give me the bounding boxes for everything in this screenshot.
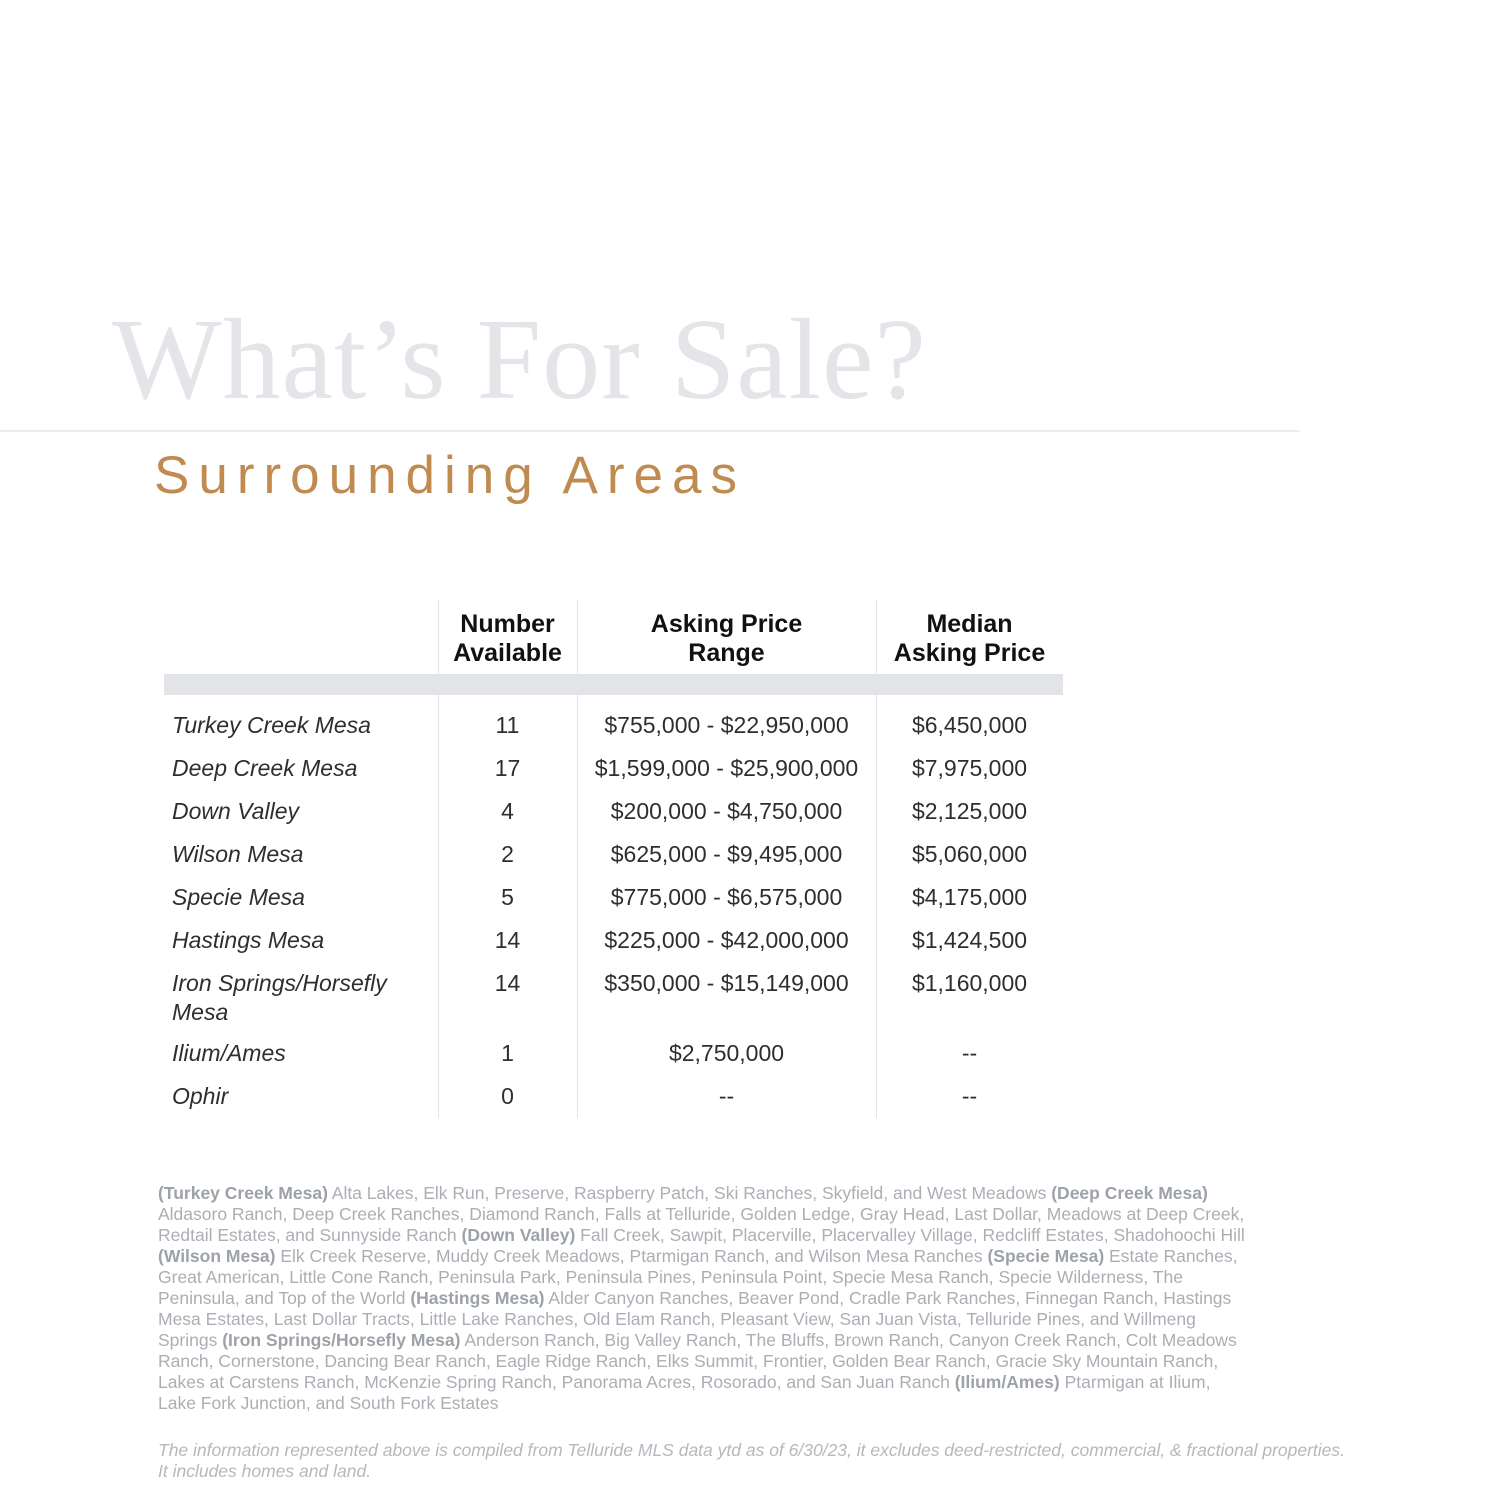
area-name: Ilium/Ames	[172, 1040, 286, 1066]
area-name: Down Valley	[172, 798, 299, 824]
area-name: Wilson Mesa	[172, 841, 304, 867]
asking-price-range: $625,000 - $9,495,000	[610, 841, 843, 867]
legend-area-label: (Down Valley)	[461, 1225, 576, 1245]
legend-area-label: (Turkey Creek Mesa)	[158, 1183, 328, 1203]
mls-disclaimer: The information represented above is compiled from Telluride MLS data ytd as of 6/30/23, it excludes deed-restricted, commercial, & fractional properties. It includes homes and land.	[158, 1440, 1346, 1481]
header-line: Asking Price	[650, 610, 803, 638]
table-row	[164, 919, 1063, 962]
page-title: What’s For Sale?	[112, 296, 927, 424]
asking-price-range: --	[718, 1083, 735, 1109]
legend-text: Alder Canyon Ranches, Beaver Pond, Cradle Park Ranches, Finnegan Ranch, Hastings Mesa Estates, Last Dollar Tracts, Little Lake Ranches, Old Elam Ranch, Pleasant View, San Juan Vista, Telluride Pines, and Willmeng Springs	[158, 1288, 1232, 1350]
number-available: 2	[501, 841, 514, 867]
surrounding-areas-table	[164, 600, 1063, 1118]
table-row	[164, 876, 1063, 919]
median-asking-price: $4,175,000	[911, 884, 1028, 910]
area-name: Ophir	[172, 1083, 229, 1109]
legend-area-label: (Ilium/Ames)	[954, 1372, 1060, 1392]
median-asking-price: $1,424,500	[911, 927, 1028, 953]
table-row	[164, 704, 1063, 747]
column-header-median-asking-price	[876, 610, 1063, 674]
asking-price-range: $225,000 - $42,000,000	[604, 927, 849, 953]
header-line: Median	[926, 610, 1013, 638]
number-available: 11	[495, 712, 520, 738]
table-row	[164, 962, 1063, 1032]
number-available: 5	[501, 884, 514, 910]
area-name: Iron Springs/Horsefly Mesa	[172, 970, 387, 1025]
number-available: 1	[501, 1040, 514, 1066]
legend-text: Aldasoro Ranch, Deep Creek Ranches, Diamond Ranch, Falls at Telluride, Golden Ledge, Gray Head, Last Dollar, Meadows at Deep Creek, Redtail Estates, and Sunnyside Ranch	[158, 1204, 1245, 1245]
legend-text: Ptarmigan at Ilium, Lake Fork Junction, and South Fork Estates	[158, 1372, 1211, 1413]
asking-price-range: $1,599,000 - $25,900,000	[594, 755, 859, 781]
number-available: 14	[494, 970, 521, 996]
median-asking-price: --	[961, 1083, 978, 1109]
area-name: Turkey Creek Mesa	[172, 712, 371, 738]
column-header-number-available	[438, 610, 577, 674]
table-row	[164, 833, 1063, 876]
median-asking-price: $2,125,000	[911, 798, 1028, 824]
median-asking-price: $7,975,000	[911, 755, 1028, 781]
asking-price-range: $350,000 - $15,149,000	[604, 970, 849, 996]
table-column-divider	[876, 600, 877, 1118]
area-legend-paragraph	[158, 1183, 1246, 1414]
legend-text: Fall Creek, Sawpit, Placerville, Placervalley Village, Redcliff Estates, Shadohoochi Hill	[575, 1225, 1245, 1245]
median-asking-price: $1,160,000	[911, 970, 1028, 996]
header-line: Asking Price	[893, 639, 1046, 667]
number-available: 17	[494, 755, 521, 781]
median-asking-price: --	[961, 1040, 978, 1066]
area-name: Hastings Mesa	[172, 927, 325, 953]
legend-area-label: (Iron Springs/Horsefly Mesa)	[222, 1330, 461, 1350]
table-row	[164, 1032, 1063, 1075]
asking-price-range: $2,750,000	[668, 1040, 785, 1066]
legend-area-label: (Deep Creek Mesa)	[1051, 1183, 1208, 1203]
table-header-band	[164, 674, 1063, 695]
table-row	[164, 747, 1063, 790]
section-subtitle: Surrounding Areas	[154, 446, 747, 505]
table-header-row	[164, 600, 1063, 674]
asking-price-range: $755,000 - $22,950,000	[604, 712, 849, 738]
number-available: 4	[501, 798, 514, 824]
legend-text: Alta Lakes, Elk Run, Preserve, Raspberry Patch, Ski Ranches, Skyfield, and West Meadows	[327, 1183, 1052, 1203]
asking-price-range: $775,000 - $6,575,000	[610, 884, 843, 910]
header-line: Range	[688, 639, 765, 667]
column-header-asking-price-range	[577, 610, 876, 674]
table-body	[164, 704, 1063, 1118]
header-divider-line	[0, 430, 1300, 432]
table-column-divider	[577, 600, 578, 1118]
legend-area-label: (Wilson Mesa)	[158, 1246, 276, 1266]
legend-text: Anderson Ranch, Big Valley Ranch, The Bluffs, Brown Ranch, Canyon Creek Ranch, Colt Meadows Ranch, Cornerstone, Dancing Bear Ranch, Eagle Ridge Ranch, Elks Summit, Frontier, Golden Bear Ranch, Gracie Sky Mountain Ranch, Lakes at Carstens Ranch, McKenzie Spring Ranch, Panorama Acres, Rosorado, and San Juan Ranch	[158, 1330, 1237, 1392]
median-asking-price: $6,450,000	[911, 712, 1028, 738]
asking-price-range: $200,000 - $4,750,000	[610, 798, 843, 824]
number-available: 0	[501, 1083, 514, 1109]
area-name: Specie Mesa	[172, 884, 305, 910]
table-row	[164, 790, 1063, 833]
legend-text: Elk Creek Reserve, Muddy Creek Meadows, Ptarmigan Ranch, and Wilson Mesa Ranches	[275, 1246, 988, 1266]
legend-text: Estate Ranches, Great American, Little Cone Ranch, Peninsula Park, Peninsula Pines, Peninsula Point, Specie Mesa Ranch, Specie Wilderness, The Peninsula, and Top of the World	[158, 1246, 1238, 1308]
legend-area-label: (Specie Mesa)	[987, 1246, 1105, 1266]
median-asking-price: $5,060,000	[911, 841, 1028, 867]
number-available: 14	[494, 927, 521, 953]
table-row	[164, 1075, 1063, 1118]
header-line: Number	[460, 610, 555, 638]
header-line: Available	[453, 639, 562, 667]
area-name: Deep Creek Mesa	[172, 755, 358, 781]
table-column-divider	[438, 600, 439, 1118]
legend-area-label: (Hastings Mesa)	[410, 1288, 545, 1308]
column-header-area	[164, 668, 438, 674]
